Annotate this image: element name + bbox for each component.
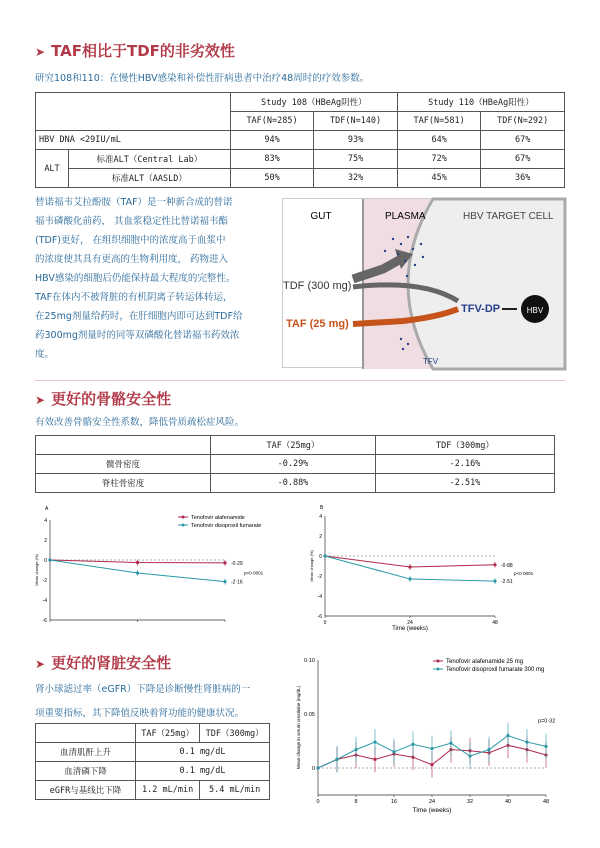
- legend-label: Tenofovir alafenamide 25 mg: [446, 659, 524, 665]
- row-label: 血清肌酐上升: [36, 743, 136, 762]
- data-point: [408, 577, 411, 580]
- para-line: HBV感染的细胞后仍能保持最大程度的完整性。: [35, 273, 236, 284]
- data-point: [449, 742, 452, 745]
- header-study108: Study 108（HBeAg阴性）: [230, 93, 397, 112]
- para-line: 在25mg剂量给药时，在肝细胞内即可达到TDF给: [35, 311, 243, 322]
- y-tick-label: -2: [42, 578, 47, 584]
- row-label: 标准ALT（AASLD）: [69, 169, 231, 188]
- y-tick-label: -6: [317, 614, 322, 620]
- legend-marker: [182, 516, 185, 519]
- x-tick-label: 8: [354, 799, 358, 805]
- cell: 50%: [230, 169, 314, 188]
- y-tick-label: 0: [319, 554, 322, 560]
- cell: 72%: [397, 150, 481, 169]
- col-header: TAF(N=581): [397, 112, 481, 131]
- blank-cell: [36, 724, 136, 743]
- y-tick-label: -6: [42, 618, 47, 624]
- para-line: (TDF)更好， 在组织细胞中的浓度高于血浆中: [35, 235, 226, 246]
- data-point: [493, 580, 496, 583]
- cell: 1.2 mL/min: [136, 781, 200, 800]
- chart-hip-bmd: [30, 502, 280, 627]
- col-header: TDF(N=140): [314, 112, 398, 131]
- col-header: TDF（300mg）: [375, 436, 554, 455]
- row-label: 血清磷下降: [36, 762, 136, 781]
- cell-label: HBV TARGET CELL: [463, 211, 554, 222]
- taf-description: [35, 193, 260, 364]
- col-header: TAF（25mg）: [211, 436, 376, 455]
- arrow-icon: ➤: [35, 45, 46, 59]
- row-label: 标准ALT（Central Lab）: [69, 150, 231, 169]
- section1-title-text: TAF相比于TDF的非劣效性: [51, 42, 235, 60]
- annotation: -2·16: [231, 579, 243, 586]
- x-tick-label: 48: [542, 799, 550, 805]
- data-point: [373, 740, 376, 743]
- data-point: [392, 750, 395, 753]
- table-row: [36, 131, 565, 150]
- cell: -2.16%: [375, 455, 554, 474]
- col-header: TDF(N=292): [481, 112, 565, 131]
- chart-spine-bmd: [305, 500, 534, 632]
- table-row: [36, 743, 270, 762]
- para-line: TAF在体内不被肾脏的有机阴离子转运体转运，: [35, 292, 233, 303]
- tfvdp-label: TFV-DP: [461, 303, 501, 315]
- y-tick-label: 0·05: [303, 712, 315, 718]
- cell: 64%: [397, 131, 481, 150]
- y-tick-label: -4: [317, 594, 322, 600]
- data-point: [487, 748, 490, 751]
- x-tick-label: 24: [428, 799, 436, 805]
- para-line: 度。: [35, 349, 55, 360]
- cell: 94%: [230, 131, 314, 150]
- data-point: [525, 740, 528, 743]
- cell: 0.1 mg/dL: [136, 762, 270, 781]
- data-point: [136, 561, 139, 564]
- section2-title: [35, 388, 171, 409]
- annotation: -0·29: [231, 560, 243, 567]
- data-point: [468, 755, 471, 758]
- para-line: 替诺福韦艾拉酚胺（TAF）是一种新合成的替诺: [35, 197, 233, 208]
- data-point: [544, 745, 547, 748]
- cell: 67%: [481, 150, 565, 169]
- cell-region: [408, 199, 565, 369]
- p-value: p=0·32: [538, 718, 556, 725]
- x-tick-label: 0: [323, 620, 327, 626]
- row-label: eGFR与基线比下降: [36, 781, 136, 800]
- tfv-label: TFV: [423, 357, 439, 366]
- kidney-table: [35, 723, 270, 800]
- y-axis-label: Mean change in serum creatinine (mg/dL): [296, 685, 301, 770]
- y-tick-label: 0: [311, 766, 315, 772]
- section2-title-text: 更好的骨骼安全性: [51, 390, 172, 408]
- cell: -0.88%: [211, 474, 376, 493]
- diagram-svg: [283, 199, 565, 369]
- table-row: [36, 762, 270, 781]
- para-line: 肾小球滤过率（eGFR）下降是诊断慢性肾脏病的一: [35, 684, 251, 695]
- para-line: 福韦磷酸化前药， 其血浆稳定性比替诺福韦酯: [35, 216, 229, 227]
- section3-title-text: 更好的肾脏安全性: [51, 654, 172, 672]
- divider: [35, 380, 565, 381]
- col-header: TAF（25mg）: [136, 724, 200, 743]
- y-tick-label: 2: [44, 538, 47, 544]
- panel-label: A: [45, 506, 49, 512]
- annotation: -2·51: [501, 579, 513, 586]
- blank-cell: [36, 436, 211, 455]
- blank-cell: [36, 93, 231, 131]
- cell: 93%: [314, 131, 398, 150]
- row-group: ALT: [36, 150, 69, 188]
- mechanism-diagram: [282, 198, 564, 368]
- legend-label: Tenofovir alafenamide: [191, 515, 245, 521]
- col-header: TDF（300mg）: [200, 724, 270, 743]
- plasma-label: PLASMA: [385, 211, 426, 222]
- cell: 5.4 mL/min: [200, 781, 270, 800]
- data-point: [506, 734, 509, 737]
- x-tick-label: 48: [492, 620, 498, 626]
- legend-marker: [182, 524, 185, 527]
- x-axis-label: Time (weeks): [412, 807, 452, 814]
- cell: 36%: [481, 169, 565, 188]
- panel-label: B: [320, 505, 324, 511]
- row-label: 脊柱骨密度: [36, 474, 211, 493]
- legend-marker: [437, 660, 440, 663]
- y-tick-label: 4: [319, 514, 322, 520]
- arrow-icon: ➤: [35, 657, 46, 671]
- para-line: 项重要指标，其下降值反映着肾功能的健康状况。: [35, 708, 245, 719]
- data-point: [408, 565, 411, 568]
- cell: 83%: [230, 150, 314, 169]
- y-axis-label: Mean change (%): [34, 554, 39, 586]
- taf-label: TAF (25 mg): [286, 318, 349, 330]
- bone-table: [35, 435, 555, 493]
- legend-label: Tenofovir disoproxil fumarate: [191, 523, 262, 529]
- col-header: TAF(N=285): [230, 112, 314, 131]
- cell: -0.29%: [211, 455, 376, 474]
- arrow-icon: ➤: [35, 393, 46, 407]
- para-line: 的浓度使其具有更高的生物利用度， 药物进入: [35, 254, 229, 265]
- section1-title: [35, 40, 235, 61]
- annotation: -0·88: [501, 562, 513, 569]
- data-point: [223, 580, 226, 583]
- x-tick-label: 24: [407, 620, 413, 626]
- cell: 67%: [481, 131, 565, 150]
- table-row: [36, 150, 565, 169]
- x-tick-label: 0: [316, 799, 320, 805]
- data-point: [411, 743, 414, 746]
- y-tick-label: -4: [42, 598, 47, 604]
- y-tick-label: 4: [44, 518, 47, 524]
- table-row: [36, 474, 555, 493]
- header-study110: Study 110（HBeAg阳性）: [397, 93, 564, 112]
- y-axis-label: Mean change (%): [309, 550, 314, 582]
- efficacy-table: [35, 92, 565, 188]
- data-point: [335, 758, 338, 761]
- data-point: [373, 758, 376, 761]
- cell: 0.1 mg/dL: [136, 743, 270, 762]
- data-point: [430, 747, 433, 750]
- row-label: HBV DNA <29IU/mL: [36, 131, 231, 150]
- cell: 75%: [314, 150, 398, 169]
- data-point: [136, 571, 139, 574]
- x-axis-label: Time (weeks): [392, 626, 428, 632]
- tdf-label: TDF (300 mg): [283, 280, 352, 292]
- legend-marker: [437, 668, 440, 671]
- section3-title: [35, 652, 171, 673]
- cell: -2.51%: [375, 474, 554, 493]
- row-label: 髋骨密度: [36, 455, 211, 474]
- x-tick-label: 16: [390, 799, 398, 805]
- data-point: [430, 763, 433, 766]
- section1-subtitle: 研究108和110：在慢性HBV感染和补偿性肝病患者中治疗48周时的疗效参数。: [35, 73, 370, 84]
- y-tick-label: 0: [44, 558, 47, 564]
- data-point: [316, 766, 319, 769]
- data-point: [493, 563, 496, 566]
- section3-subtitle: [35, 678, 250, 726]
- table-row: [36, 169, 565, 188]
- para-line: 药300mg剂量时的同等双磷酸化替诺福韦药效浓: [35, 330, 240, 341]
- data-point: [48, 558, 51, 561]
- legend-label: Tenofovir disoproxil fumarate 300 mg: [446, 667, 545, 673]
- cell: 32%: [314, 169, 398, 188]
- x-tick-label: 32: [466, 799, 474, 805]
- gut-label: GUT: [310, 211, 332, 222]
- p-value: p<0·0001: [514, 570, 534, 576]
- cell: 45%: [397, 169, 481, 188]
- section2-subtitle: 有效改善骨骼安全性系数，降低骨质疏松症风险。: [35, 417, 245, 428]
- table-row: [36, 781, 270, 800]
- table-row: [36, 455, 555, 474]
- chart-creatinine: [288, 650, 568, 815]
- data-point: [354, 748, 357, 751]
- data-point: [223, 561, 226, 564]
- y-tick-label: -2: [317, 574, 322, 580]
- p-value: p<0·0001: [244, 570, 264, 576]
- data-point: [323, 554, 326, 557]
- y-tick-label: 2: [319, 534, 322, 540]
- y-tick-label: 0·10: [303, 658, 315, 664]
- hbv-label: HBV: [526, 306, 544, 315]
- x-tick-label: 40: [504, 799, 512, 805]
